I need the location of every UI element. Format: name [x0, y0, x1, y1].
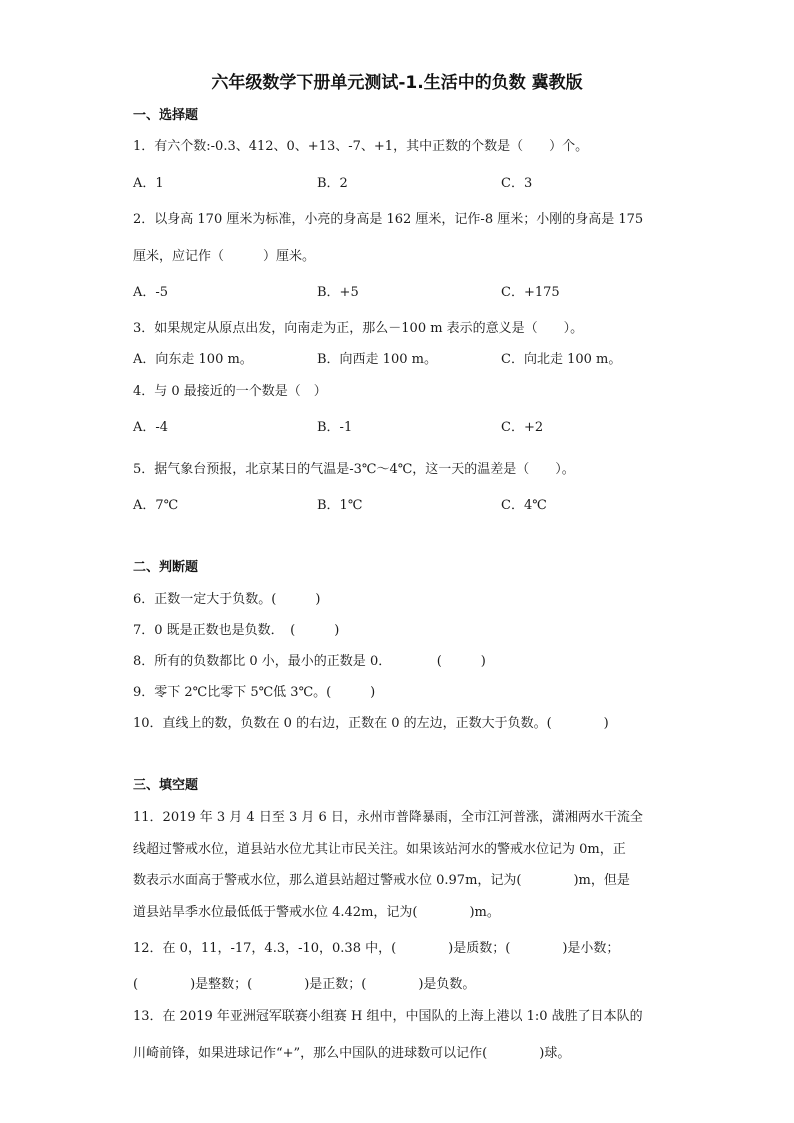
question-4-option-b: B．-1: [317, 420, 353, 435]
page-title: 六年级数学下册单元测试-1.生活中的负数 冀教版: [211, 73, 583, 93]
section-heading-choice: 一、选择题: [133, 108, 199, 123]
question-11-line-3: 数表示水面高于警戒水位，那么道县站超过警戒水位 0.97m，记为( )m，但是: [133, 873, 630, 888]
question-9: 9．零下 2℃比零下 5℃低 3℃。( ): [133, 685, 376, 700]
question-3-stem: 3．如果规定从原点出发，向南走为正，那么－100 m 表示的意义是（ ）。: [133, 321, 584, 336]
question-3-option-b: B．向西走 100 m。: [317, 352, 437, 367]
question-11-line-4: 道县站旱季水位最低低于警戒水位 4.42m，记为( )m。: [133, 905, 500, 920]
question-1-option-b: B．2: [317, 176, 348, 191]
question-3-option-c: C．向北走 100 m。: [501, 352, 622, 367]
section-heading-judge: 二、判断题: [133, 560, 199, 575]
question-2-option-b: B．+5: [317, 285, 359, 300]
question-13-line-2: 川崎前锋，如果进球记作“+”，那么中国队的进球数可以记作( )球。: [133, 1046, 571, 1061]
question-7: 7．0 既是正数也是负数． ( ): [133, 623, 340, 638]
question-1-stem: 1．有六个数:-0.3、412、0、+13、-7、+1，其中正数的个数是（ ）个。: [133, 139, 589, 154]
question-11-line-2: 线超过警戒水位，道县站水位尤其让市民关注。如果该站河水的警戒水位记为 0m，正: [133, 842, 626, 857]
question-2-stem-line-1: 2．以身高 170 厘米为标准，小亮的身高是 162 厘米，记作-8 厘米；小刚的身高是 175: [133, 212, 644, 227]
question-4-option-a: A．-4: [133, 420, 169, 435]
question-13-line-1: 13．在 2019 年亚洲冠军联赛小组赛 H 组中，中国队的上海上港以 1:0 战胜了日本队的: [133, 1009, 643, 1024]
question-12-line-1: 12．在 0，11，-17，4.3，-10，0.38 中，( )是质数；( )是小数；: [133, 941, 620, 956]
question-1-option-a: A．1: [133, 176, 164, 191]
question-4-option-c: C．+2: [501, 420, 544, 435]
question-12-line-2: ( )是整数；( )是正数；( )是负数。: [133, 977, 476, 992]
question-2-stem-line-2: 厘米，应记作（ ）厘米。: [133, 249, 316, 264]
question-2-option-a: A．-5: [133, 285, 169, 300]
question-4-stem: 4．与 0 最接近的一个数是（ ）: [133, 384, 327, 399]
question-10: 10．直线上的数，负数在 0 的右边，正数在 0 的左边，正数大于负数。( ): [133, 716, 609, 731]
question-5-option-b: B．1℃: [317, 498, 363, 513]
question-5-option-a: A．7℃: [133, 498, 179, 513]
question-6: 6．正数一定大于负数。( ): [133, 592, 321, 607]
question-8: 8．所有的负数都比 0 小，最小的正数是 0． ( ): [133, 654, 486, 669]
question-3-option-a: A．向东走 100 m。: [133, 352, 253, 367]
section-heading-fill: 三、填空题: [133, 778, 199, 793]
question-5-option-c: C．4℃: [501, 498, 547, 513]
question-5-stem: 5．据气象台预报，北京某日的气温是-3℃～4℃，这一天的温差是（ ）。: [133, 462, 575, 477]
question-11-line-1: 11．2019 年 3 月 4 日至 3 月 6 日，永州市普降暴雨，全市江河普涨，潇湘两水干流全: [133, 810, 643, 825]
question-1-option-c: C．3: [501, 176, 533, 191]
question-2-option-c: C．+175: [501, 285, 560, 300]
